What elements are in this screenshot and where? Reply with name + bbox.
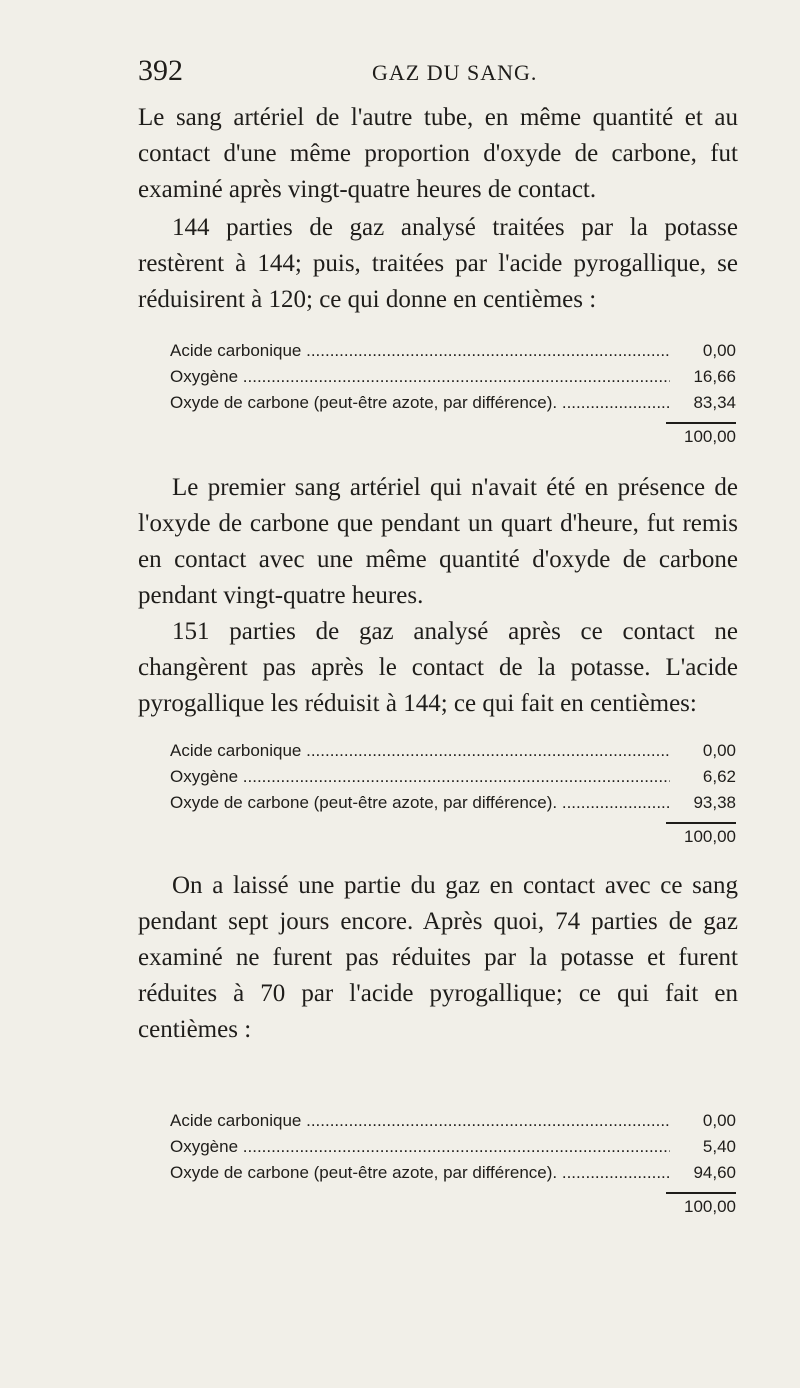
composition-table bbox=[170, 338, 736, 450]
running-title: GAZ DU SANG. bbox=[372, 60, 538, 85]
composition-table bbox=[170, 1108, 736, 1220]
row-value: 0,00 bbox=[702, 741, 736, 760]
row-value: 93,38 bbox=[693, 793, 736, 812]
table-total: 100,00 bbox=[684, 1197, 736, 1216]
row-value: 0,00 bbox=[702, 341, 736, 360]
paragraph: On a laissé une partie du gaz en contact avec ce sang pendant sept jours encore. Après quoi, 74 parties de gaz examiné ne furent pas réduites par la potasse et furent réduites à 70 par l'acide pyrogallique; ce qui fait en centièmes : bbox=[138, 872, 738, 1043]
paragraph: 144 parties de gaz analysé traitées par la potasse restèrent à 144; puis, traitées par l'acide pyrogallique, se réduisirent à 120; ce qui donne en centièmes : bbox=[138, 214, 738, 313]
row-label: Oxyde de carbone (peut-être azote, par différence). ..... bbox=[170, 1160, 670, 1186]
composition-table bbox=[170, 738, 736, 850]
row-value: 6,62 bbox=[702, 767, 736, 786]
paragraph: Le sang artériel de l'autre tube, en même quantité et au contact d'une même proportion d'oxyde de carbone, fut examiné après vingt-quatre heures de contact. bbox=[138, 104, 738, 203]
table-row bbox=[170, 790, 736, 816]
table-row bbox=[170, 1160, 736, 1186]
row-label: Oxyde de carbone (peut-être azote, par différence). ..... bbox=[170, 790, 670, 816]
table-row bbox=[170, 364, 736, 390]
row-label: Oxygène ..... bbox=[170, 1134, 670, 1160]
page-number: 392 bbox=[138, 54, 183, 87]
row-label: Oxygène ..... bbox=[170, 764, 670, 790]
table-total: 100,00 bbox=[684, 427, 736, 446]
table-row bbox=[170, 390, 736, 416]
row-label: Oxyde de carbone (peut-être azote, par différence). ..... bbox=[170, 390, 670, 416]
table-row bbox=[170, 1108, 736, 1134]
page-header bbox=[138, 54, 738, 94]
row-value: 5,40 bbox=[702, 1137, 736, 1156]
table-row bbox=[170, 764, 736, 790]
row-value: 16,66 bbox=[693, 367, 736, 386]
row-label: Acide carbonique ..... bbox=[170, 738, 670, 764]
row-value: 0,00 bbox=[702, 1111, 736, 1130]
row-label: Acide carbonique ..... bbox=[170, 338, 670, 364]
row-value: 83,34 bbox=[693, 393, 736, 412]
row-label: Oxygène ..... bbox=[170, 364, 670, 390]
table-total: 100,00 bbox=[684, 827, 736, 846]
row-label: Acide carbonique ..... bbox=[170, 1108, 670, 1134]
paragraph: 151 parties de gaz analysé après ce contact ne changèrent pas après le contact de la potasse. L'acide pyrogallique les réduisit à 144; ce qui fait en centièmes: bbox=[138, 618, 738, 717]
table-row bbox=[170, 738, 736, 764]
table-row bbox=[170, 338, 736, 364]
table-row bbox=[170, 1134, 736, 1160]
paragraph: Le premier sang artériel qui n'avait été en présence de l'oxyde de carbone que pendant un quart d'heure, fut remis en contact avec une même quantité d'oxyde de carbone pendant vingt-quatre heures. bbox=[138, 474, 738, 609]
row-value: 94,60 bbox=[693, 1163, 736, 1182]
